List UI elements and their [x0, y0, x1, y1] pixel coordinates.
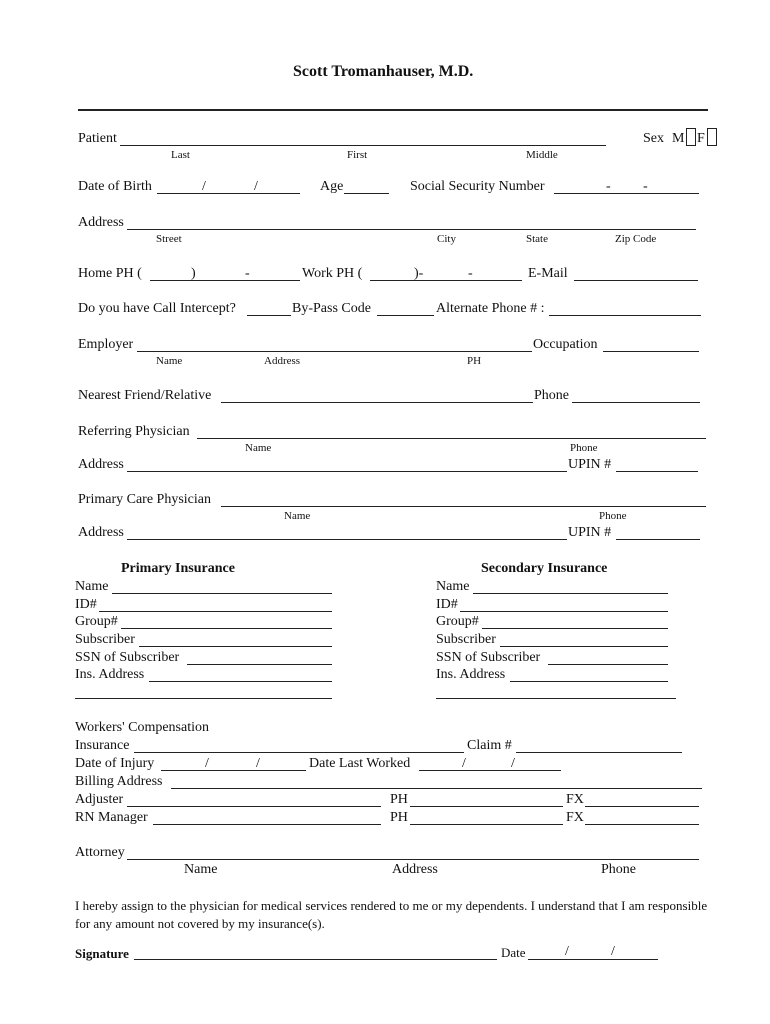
ssn-dash-2: - — [643, 179, 648, 194]
email-field[interactable] — [574, 280, 698, 281]
dob-slash-2: / — [254, 179, 258, 194]
work-phone-field[interactable] — [370, 280, 522, 281]
wc-billing-field[interactable] — [171, 788, 702, 789]
wc-doi-field[interactable] — [161, 770, 306, 771]
home-phone-paren: ) — [191, 266, 196, 281]
primary-care-upin-label: UPIN # — [568, 525, 612, 540]
alt-phone-label: Alternate Phone # : — [436, 301, 545, 316]
attorney-name-caption: Name — [184, 862, 218, 877]
secondary-insurance-heading: Secondary Insurance — [481, 561, 608, 576]
signature-label: Signature — [75, 946, 129, 961]
attorney-label: Attorney — [75, 845, 125, 860]
home-phone-label: Home PH ( — [78, 266, 142, 281]
sex-f-label: F — [697, 131, 705, 146]
first-caption: First — [347, 149, 368, 161]
primary-ins-ssn-of-subscriber-label: SSN of Subscriber — [75, 650, 180, 665]
wc-rn-fx-field[interactable] — [585, 824, 699, 825]
referring-name-caption: Name — [245, 442, 272, 454]
wc-adjuster-ph-label: PH — [390, 792, 408, 807]
street-caption: Street — [156, 233, 182, 245]
employer-field[interactable] — [137, 351, 532, 352]
primary-ins-subscriber-label: Subscriber — [75, 632, 135, 647]
signature-date-slash-2: / — [611, 944, 615, 959]
secondary-ins-id-field[interactable] — [460, 611, 668, 612]
call-intercept-field[interactable] — [247, 315, 291, 316]
wc-doi-slash-2: / — [256, 756, 260, 771]
secondary-ins-ssn-of-subscriber-field[interactable] — [548, 664, 668, 665]
wc-dlw-slash-2: / — [511, 756, 515, 771]
primary-ins-address-line-2[interactable] — [75, 698, 332, 699]
bypass-label: By-Pass Code — [292, 301, 371, 316]
wc-billing-label: Billing Address — [75, 774, 163, 789]
wc-adjuster-label: Adjuster — [75, 792, 124, 807]
age-field[interactable] — [344, 193, 389, 194]
ssn-label: Social Security Number — [410, 179, 545, 194]
referring-physician-label: Referring Physician — [78, 424, 190, 439]
primary-ins-group-field[interactable] — [121, 628, 332, 629]
referring-physician-field[interactable] — [197, 438, 706, 439]
primary-care-name-caption: Name — [284, 510, 311, 522]
secondary-ins-group-label: Group# — [436, 614, 479, 629]
secondary-ins-group-field[interactable] — [482, 628, 668, 629]
secondary-ins-name-label: Name — [436, 579, 470, 594]
wc-doi-label: Date of Injury — [75, 756, 155, 771]
call-intercept-label: Do you have Call Intercept? — [78, 301, 236, 316]
address-label: Address — [78, 215, 124, 230]
secondary-ins-id-label: ID# — [436, 597, 458, 612]
primary-care-label: Primary Care Physician — [78, 492, 211, 507]
attorney-phone-caption: Phone — [601, 862, 636, 877]
assignment-statement: I hereby assign to the physician for medical services rendered to me or my dependents. I understand that I am responsible for any amount not covered by my insurance(s). — [75, 898, 708, 931]
nearest-relative-field[interactable] — [221, 402, 533, 403]
dob-slash-1: / — [202, 179, 206, 194]
wc-date-last-worked-label: Date Last Worked — [309, 756, 411, 771]
wc-date-last-worked-field[interactable] — [419, 770, 561, 771]
secondary-ins-ssn-of-subscriber-label: SSN of Subscriber — [436, 650, 541, 665]
wc-rn-ph-field[interactable] — [410, 824, 563, 825]
sex-m-label: M — [672, 131, 685, 146]
wc-adjuster-fx-label: FX — [566, 792, 584, 807]
occupation-label: Occupation — [533, 337, 598, 352]
signature-date-slash-1: / — [565, 944, 569, 959]
wc-rn-fx-label: FX — [566, 810, 584, 825]
nearest-relative-label: Nearest Friend/Relative — [78, 388, 212, 403]
referring-upin-field[interactable] — [616, 471, 698, 472]
wc-adjuster-ph-field[interactable] — [410, 806, 563, 807]
attorney-field[interactable] — [127, 859, 699, 860]
employer-ph-caption: PH — [467, 355, 482, 367]
signature-field[interactable] — [134, 959, 497, 960]
primary-ins-subscriber-field[interactable] — [139, 646, 332, 647]
workers-comp-heading: Workers' Compensation — [75, 720, 209, 735]
page-title: Scott Tromanhauser, M.D. — [293, 63, 474, 80]
wc-insurance-field[interactable] — [134, 752, 464, 753]
email-label: E-Mail — [528, 266, 568, 281]
zip-caption: Zip Code — [615, 233, 657, 245]
primary-care-address-label: Address — [78, 525, 124, 540]
state-caption: State — [526, 233, 548, 245]
age-label: Age — [320, 179, 344, 194]
primary-insurance-heading: Primary Insurance — [121, 561, 235, 576]
signature-date-field[interactable] — [528, 959, 658, 960]
sex-label: Sex — [643, 131, 664, 146]
employer-address-caption: Address — [264, 355, 301, 367]
nearest-phone-label: Phone — [534, 388, 569, 403]
secondary-ins-subscriber-field[interactable] — [500, 646, 668, 647]
referring-address-field[interactable] — [127, 471, 567, 472]
title-rule — [78, 109, 708, 111]
wc-adjuster-fx-field[interactable] — [585, 806, 699, 807]
wc-doi-slash-1: / — [205, 756, 209, 771]
ssn-dash-1: - — [606, 179, 611, 194]
last-caption: Last — [171, 149, 190, 161]
primary-ins-name-label: Name — [75, 579, 109, 594]
occupation-field[interactable] — [603, 351, 699, 352]
address-field[interactable] — [127, 229, 696, 230]
sex-f-checkbox[interactable] — [707, 128, 717, 146]
middle-caption: Middle — [526, 149, 558, 161]
home-phone-field[interactable] — [150, 280, 300, 281]
referring-phone-caption: Phone — [570, 442, 598, 454]
primary-ins-id-label: ID# — [75, 597, 97, 612]
primary-ins-ins-address-label: Ins. Address — [75, 667, 145, 682]
sex-m-checkbox[interactable] — [686, 128, 696, 146]
referring-upin-label: UPIN # — [568, 457, 612, 472]
wc-rn-field[interactable] — [153, 824, 381, 825]
patient-label: Patient — [78, 131, 117, 146]
work-phone-paren: )- — [414, 266, 424, 281]
wc-rn-label: RN Manager — [75, 810, 148, 825]
secondary-ins-ins-address-label: Ins. Address — [436, 667, 506, 682]
secondary-ins-ins-address-field[interactable] — [510, 681, 668, 682]
dob-field[interactable] — [157, 193, 300, 194]
dob-label: Date of Birth — [78, 179, 152, 194]
city-caption: City — [437, 233, 456, 245]
primary-ins-ssn-of-subscriber-field[interactable] — [187, 664, 332, 665]
wc-dlw-slash-1: / — [462, 756, 466, 771]
primary-care-field[interactable] — [221, 506, 706, 507]
primary-care-phone-caption: Phone — [599, 510, 627, 522]
home-phone-dash: - — [245, 266, 250, 281]
wc-claim-field[interactable] — [516, 752, 682, 753]
wc-claim-label: Claim # — [467, 738, 512, 753]
signature-date-label: Date — [501, 945, 526, 960]
wc-insurance-label: Insurance — [75, 738, 130, 753]
primary-ins-group-label: Group# — [75, 614, 118, 629]
bypass-field[interactable] — [377, 315, 434, 316]
wc-rn-ph-label: PH — [390, 810, 408, 825]
primary-ins-name-field[interactable] — [112, 593, 332, 594]
primary-care-address-field[interactable] — [127, 539, 567, 540]
alt-phone-field[interactable] — [549, 315, 701, 316]
work-phone-label: Work PH ( — [302, 266, 363, 281]
secondary-ins-name-field[interactable] — [473, 593, 668, 594]
primary-ins-id-field[interactable] — [99, 611, 332, 612]
employer-label: Employer — [78, 337, 134, 352]
primary-care-upin-field[interactable] — [616, 539, 700, 540]
primary-ins-ins-address-field[interactable] — [149, 681, 332, 682]
employer-name-caption: Name — [156, 355, 183, 367]
secondary-ins-address-line-2[interactable] — [436, 698, 676, 699]
patient-name-field[interactable] — [120, 145, 606, 146]
nearest-phone-field[interactable] — [572, 402, 700, 403]
wc-adjuster-field[interactable] — [127, 806, 381, 807]
attorney-address-caption: Address — [392, 862, 438, 877]
referring-address-label: Address — [78, 457, 124, 472]
secondary-ins-subscriber-label: Subscriber — [436, 632, 496, 647]
work-phone-dash: - — [468, 266, 473, 281]
ssn-field[interactable] — [554, 193, 699, 194]
